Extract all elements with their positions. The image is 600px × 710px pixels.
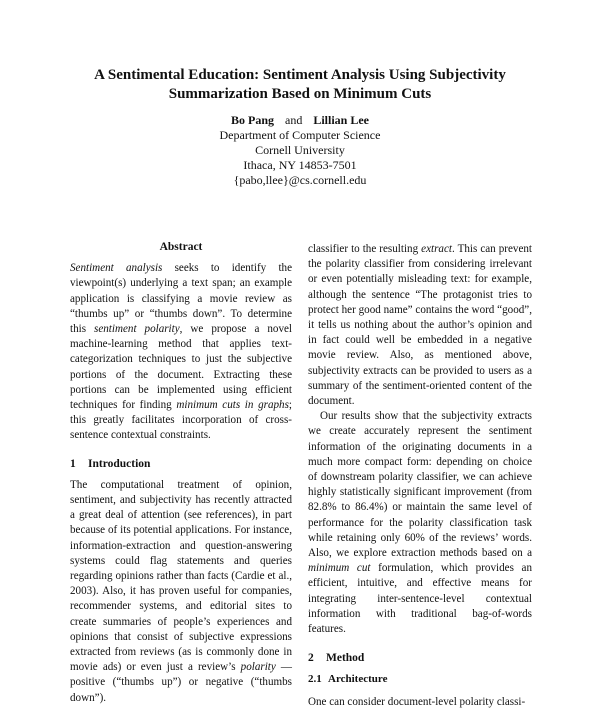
right-column: [308, 242, 532, 710]
right-em-2: minimum cut: [308, 562, 371, 575]
section-number: 2: [308, 652, 314, 665]
abstract-heading: Abstract: [159, 241, 203, 253]
intro-em-1: polarity: [240, 661, 276, 674]
method-paragraph: One can consider document-level polarity classi-: [308, 695, 526, 708]
abstract-em-3: minimum cuts in graphs: [176, 399, 289, 412]
abstract-text-2: , we propose a novel machine-learning method that applies text-categorization techniques to just the subjective portions of the document. Extracting these portions can be implemented using efficient techniques for finding: [70, 323, 292, 412]
right-text-1b: . This can prevent the polarity classifier from considering irrelevant or even potentially misleading text: for example, although the sentence “The protagonist tries to protect her good name” contains the word “good”, it tells us nothing about the author’s opinion and in fact could well be embedded in a negative movie review. Also, as mentioned above, subjectivity extracts can be provided to users as a summary of the sentiment-oriented content of the document.: [308, 243, 533, 408]
abstract-em-2: sentiment polarity: [94, 323, 180, 336]
abstract-text-1: seeks to identify the viewpoint(s) underlying a text span; an example application is classifying a movie review as “thumbs up” or “thumbs down”. To determine this: [70, 262, 292, 336]
abstract-text: [70, 261, 292, 443]
right-paragraph-1: [308, 242, 532, 409]
subsection-heading-architecture: [308, 672, 532, 687]
subsection-title: Architecture: [328, 673, 388, 686]
left-column: [70, 240, 292, 706]
section-title: Introduction: [88, 457, 151, 470]
author-block: [150, 113, 450, 188]
subsection-number: 2.1: [308, 673, 322, 686]
author-email: {pabo,llee}@cs.cornell.edu: [233, 173, 367, 187]
title-line-1: A Sentimental Education: Sentiment Analysis Using Subjectivity: [94, 67, 506, 83]
abstract-text-3: ; this greatly facilitates incorporation of cross-sentence contextual constraints.: [70, 399, 292, 442]
right-text-2b: formulation, which provides an efficient, intuitive, and effective means for integrating inter-sentence-level contextual information with traditional bag-of-words features.: [308, 562, 533, 636]
right-paragraph-2: [308, 409, 532, 637]
affiliation-university: Cornell University: [255, 143, 345, 157]
right-text-1a: classifier to the resulting: [308, 243, 422, 255]
introduction-paragraph: [70, 478, 292, 706]
abstract-em-1: Sentiment analysis: [70, 262, 163, 275]
paper-title: [60, 66, 540, 104]
section-heading-method: [308, 651, 532, 666]
title-line-2: Summarization Based on Minimum Cuts: [168, 86, 432, 102]
author-connector: and: [285, 113, 303, 127]
right-em-1: extract: [421, 243, 452, 255]
affiliation-department: Department of Computer Science: [219, 128, 381, 142]
affiliation-address: Ithaca, NY 14853-7501: [243, 158, 357, 172]
intro-text-1: The computational treatment of opinion, sentiment, and subjectivity has recently attracted a great deal of attention (see references), in part because of its potential applications. For instance, information-extraction and question-answering systems could flag statements and queries regarding opinions rather than facts (Cardie et al., 2003). Also, it has proven useful for companies, recommender systems, and editorial sites to create summaries of people’s experiences and opinions that consist of subjective expressions extracted from reviews (as is commonly done in movie ads) or even just a review’s: [70, 478, 292, 674]
section-heading-introduction: [70, 457, 292, 472]
section-spacer: [308, 637, 532, 651]
section-number: 1: [70, 457, 76, 470]
section-title: Method: [326, 652, 365, 665]
author-names: [150, 113, 450, 128]
intro-text-2: — positive (“thumbs up”) or negative (“thumbs down”).: [70, 661, 292, 704]
author-2: Lillian Lee: [313, 113, 369, 127]
author-1: Bo Pang: [230, 113, 274, 127]
right-text-2a: Our results show that the subjectivity extracts we create accurately represent the sentiment information of the originating documents in a much more compact form: depending on choice of downstream polarity classifier, we can achieve highly statistically significant improvement (from 82.8% to 86.4%) or maintain the same level of performance for the polarity classification task while retaining only 60% of the reviews’ words. Also, we explore extraction methods based on a: [308, 410, 532, 560]
